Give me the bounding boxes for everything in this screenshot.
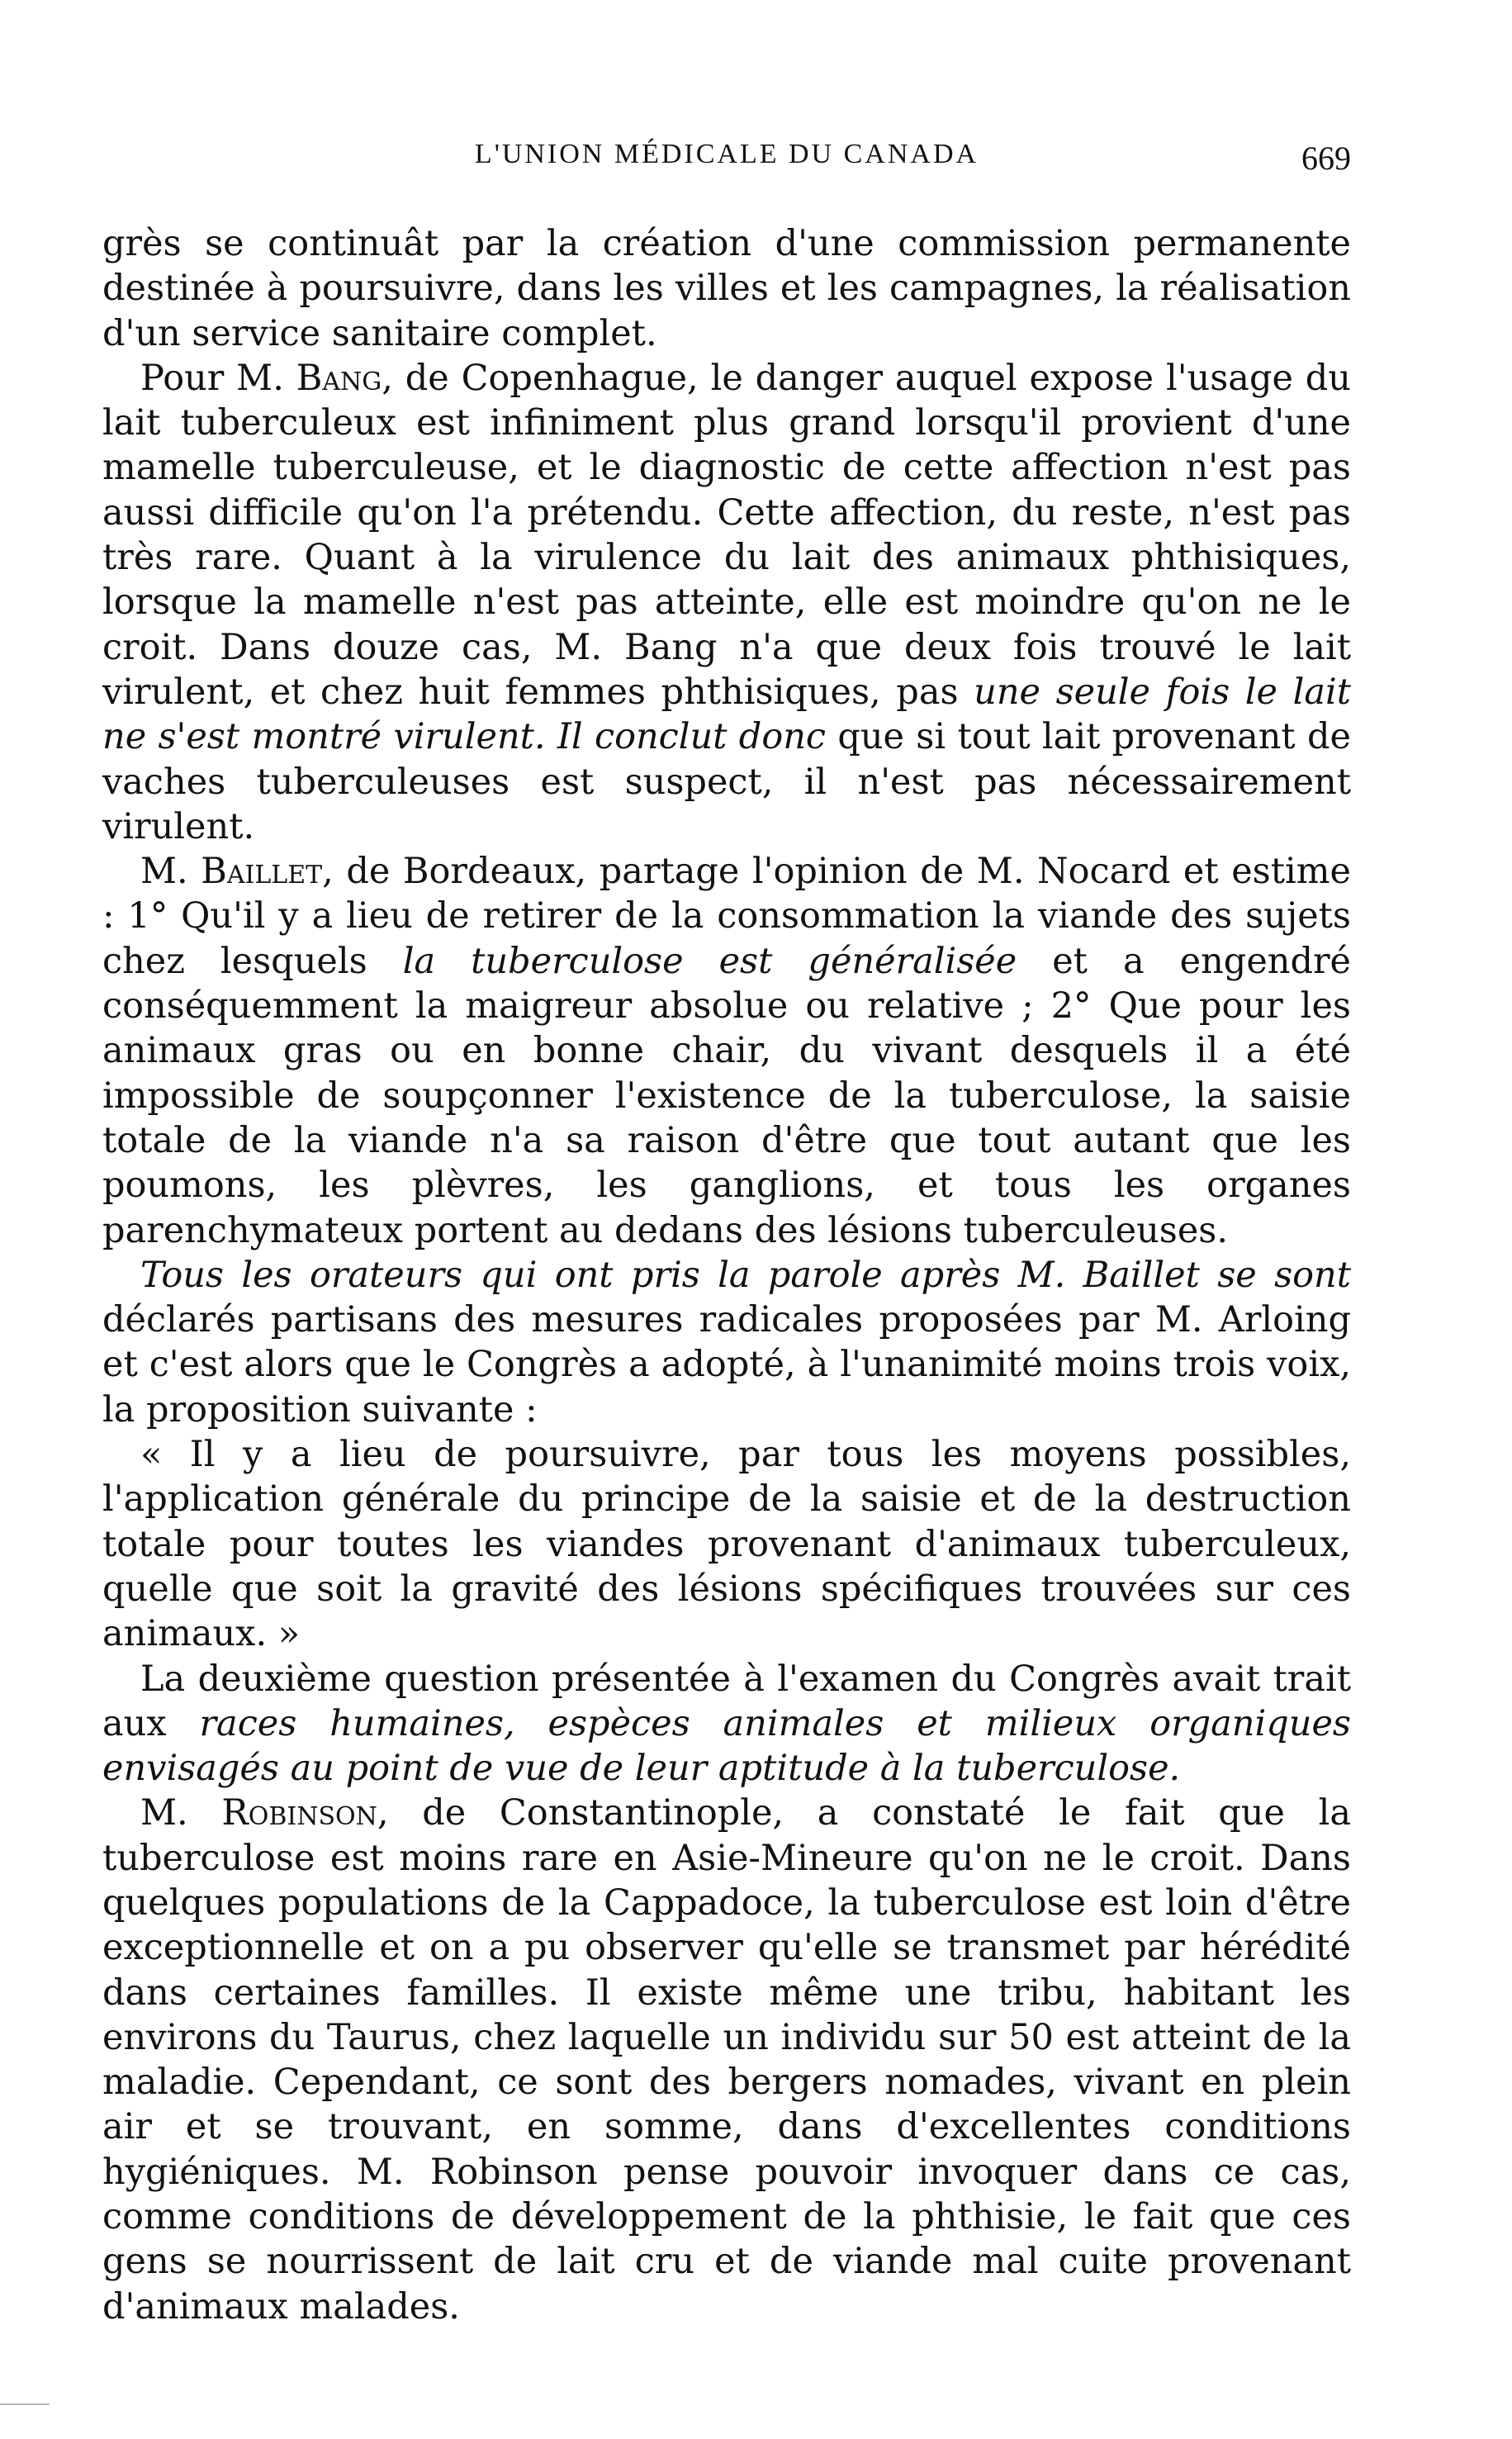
paragraph [102,221,1351,356]
text-run: M. [140,851,201,893]
text-run: déclarés partisans des mesures radicales proposées par M. Arloing et c'est alors que le Congrès a adopté, à l'unanimité moins trois voix, la proposition suivante : [102,1299,1351,1431]
italic-text: une seule fois le lait ne s'est montré virulent. Il conclut donc [102,671,1351,758]
article-body [102,221,1351,2329]
text-run: que si tout lait provenant de vaches tuberculeuses est suspect, il n'est pas nécessairement virulent. [102,716,1351,847]
paragraph [102,1657,1351,1791]
author-name: Baillet [201,851,323,893]
italic-text: la tuberculose est généralisée [402,940,1017,982]
text-run: Pour M. [140,357,296,399]
paragraph [102,1253,1351,1432]
author-name: Robinson [221,1792,377,1834]
paragraph [102,1432,1351,1656]
journal-title: L'UNION MÉDICALE DU CANADA [474,139,979,169]
paragraph [102,1791,1351,2329]
text-run: , de Constantinople, a constaté le fait que la tuberculose est moins rare en Asie-Mineure qu'on ne le croit. Dans quelques populations de la Cappadoce, la tuberculose est loin d'être exceptionnelle et on a pu observer qu'elle se transmet par hérédité dans certaines familles. Il existe même une tribu, habitant les environs du Taurus, chez laquelle un individu sur 50 est atteint de la maladie. Cependant, ce sont des bergers nomades, vivant en plein air et se trouvant, en somme, dans d'excellentes conditions hygiéniques. M. Robinson pense pouvoir invoquer dans ce cas, comme conditions de développement de la phthisie, le fait que ces gens se nourrissent de lait cru et de viande mal cuite provenant d'animaux malades. [102,1792,1351,2327]
paragraph [102,356,1351,849]
text-run: grès se continuât par la création d'une commission permanente destinée à poursuivre, dans les villes et les campagnes, la réalisation d'un service sanitaire complet. [102,223,1351,354]
author-name: Bang [296,357,382,399]
text-run: « Il y a lieu de poursuivre, par tous les moyens possibles, l'application générale du principe de la saisie et de la destruction totale pour toutes les viandes provenant d'animaux tuberculeux, quelle que soit la gravité des lésions spécifiques trouvées sur ces animaux. » [102,1434,1351,1655]
italic-text: Tous les orateurs qui ont pris la parole après M. Baillet se sont [140,1254,1351,1296]
text-run: et a engendré conséquemment la maigreur absolue ou relative ; 2° Que pour les animaux gras ou en bonne chair, du vivant desquels il a été impossible de soupçonner l'existence de la tuberculose, la saisie totale de la viande n'a sa raison d'être que tout autant que les poumons, les plèvres, les ganglions, et tous les organes parenchymateux portent au dedans des lésions tuberculeuses. [102,940,1351,1251]
text-run: , de Bordeaux, partage l'opinion de M. Nocard et estime : 1° Qu'il y a lieu de retirer de la consommation la viande des sujets chez lesquels [102,851,1351,982]
italic-text: races humaines, espèces animales et milieux organiques envisagés au point de vue de leur aptitude à la tuberculose. [102,1702,1351,1790]
text-run: M. [140,1792,222,1834]
paragraph [102,849,1351,1253]
page-number: 669 [1301,140,1351,177]
running-header [102,139,1351,188]
scan-edge-mark [0,2403,50,2405]
text-run: La deuxième question présentée à l'examen du Congrès avait trait aux [102,1658,1351,1744]
text-run: , de Copenhague, le danger auquel expose l'usage du lait tuberculeux est infiniment plus grand lorsqu'il provient d'une mamelle tuberculeuse, et le diagnostic de cette affection n'est pas aussi difficile qu'on l'a prétendu. Cette affection, du reste, n'est pas très rare. Quant à la virulence du lait des animaux phthisiques, lorsque la mamelle n'est pas atteinte, elle est moindre qu'on ne le croit. Dans douze cas, M. Bang n'a que deux fois trouvé le lait virulent, et chez huit femmes phthisiques, pas [102,357,1351,713]
